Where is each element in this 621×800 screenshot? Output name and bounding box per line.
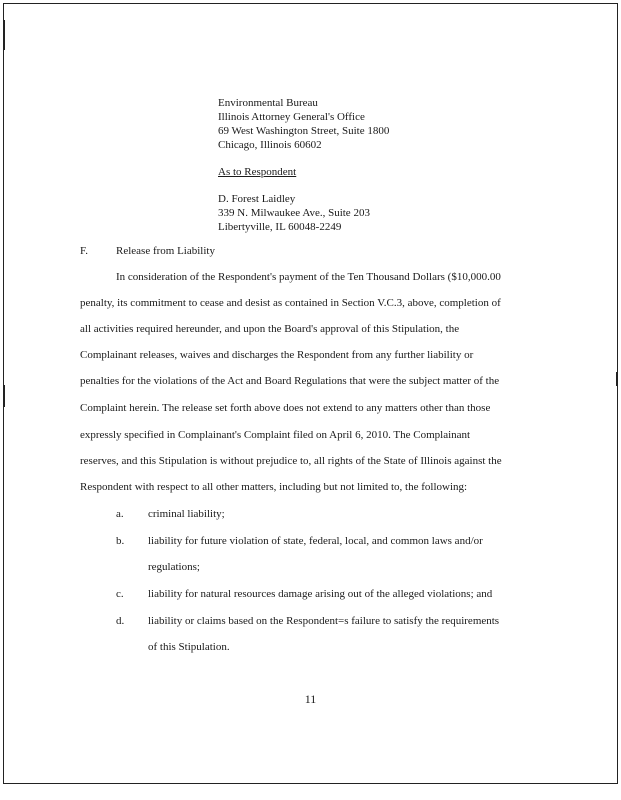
page-number: 11: [304, 692, 317, 706]
paragraph-line: all activities required hereunder, and upon the Board's approval of this Stipulation, the: [80, 323, 460, 335]
paragraph-line: reserves, and this Stipulation is without prejudice to, all rights of the State of Illinois against the: [80, 455, 502, 467]
paragraph-line: penalty, its commitment to cease and desist as contained in Section V.C.3, above, completion of: [80, 297, 501, 309]
page-edge-left-mark: [3, 20, 5, 50]
list-item-text: liability for natural resources damage arising out of the alleged violations; and: [148, 588, 493, 600]
list-item-text: liability or claims based on the Respondent=s failure to satisfy the requirements: [148, 615, 500, 627]
paragraph-line: In consideration of the Respondent's payment of the Ten Thousand Dollars ($10,000.00: [116, 271, 501, 283]
page-edge-bottom: [3, 783, 618, 784]
list-item-text: liability for future violation of state, federal, local, and common laws and/or: [148, 535, 483, 547]
page-edge-left-mark: [3, 385, 5, 407]
list-item-letter: c.: [116, 588, 124, 600]
page-edge-right-mark: [616, 372, 618, 386]
page-edge-right: [617, 3, 618, 784]
paragraph-line: Respondent with respect to all other matters, including but not limited to, the following:: [80, 481, 468, 493]
page-edge-top: [3, 3, 618, 4]
paragraph-line: Complainant releases, waives and discharges the Respondent from any further liability or: [80, 349, 474, 361]
list-item-text: regulations;: [148, 561, 200, 573]
list-item-letter: a.: [116, 508, 124, 520]
bureau-address-line: 69 West Washington Street, Suite 1800: [218, 125, 390, 137]
bureau-address-line: Illinois Attorney General's Office: [218, 111, 365, 123]
list-item-text: of this Stipulation.: [148, 641, 230, 653]
section-title: Release from Liability: [116, 245, 215, 257]
respondent-heading: As to Respondent: [218, 166, 297, 178]
bureau-address-line: Environmental Bureau: [218, 97, 318, 109]
paragraph-line: Complaint herein. The release set forth above does not extend to any matters other than those: [80, 402, 491, 414]
respondent-address-line: 339 N. Milwaukee Ave., Suite 203: [218, 207, 370, 219]
respondent-address-line: D. Forest Laidley: [218, 193, 296, 205]
respondent-address-line: Libertyville, IL 60048-2249: [218, 221, 342, 233]
paragraph-line: penalties for the violations of the Act and Board Regulations that were the subject matter of the: [80, 375, 500, 387]
section-letter: F.: [80, 245, 88, 257]
list-item-letter: d.: [116, 615, 125, 627]
bureau-address-line: Chicago, Illinois 60602: [218, 139, 322, 151]
list-item-letter: b.: [116, 535, 125, 547]
list-item-text: criminal liability;: [148, 508, 225, 520]
paragraph-line: expressly specified in Complainant's Complaint filed on April 6, 2010. The Complainant: [80, 429, 471, 441]
